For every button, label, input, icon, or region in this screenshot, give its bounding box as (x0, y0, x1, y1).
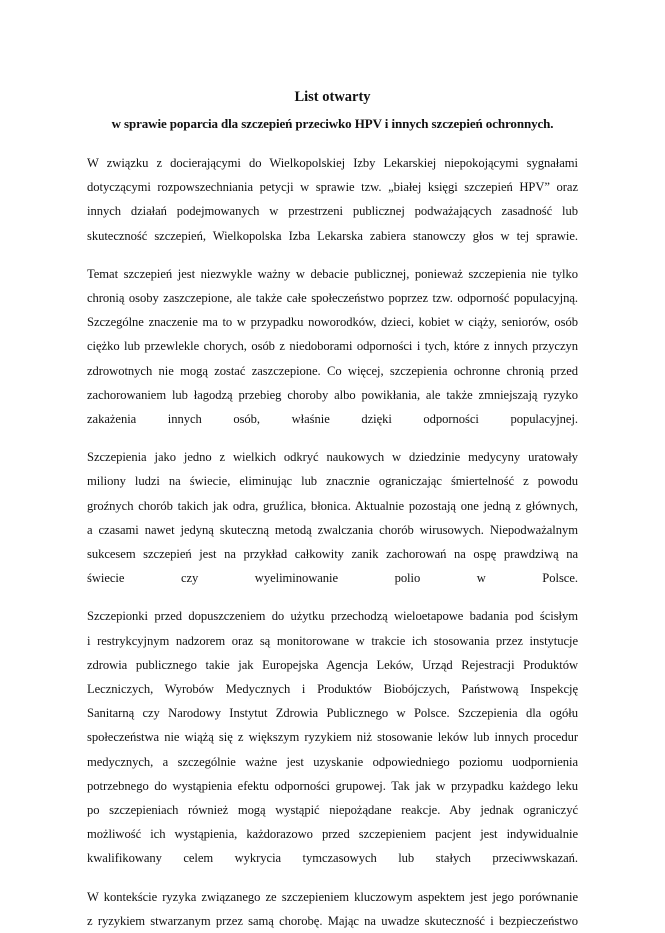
paragraph (87, 151, 578, 248)
text-line: społeczeństwa nie wiążą się z większym ryzykiem niż stosowanie leków lub innych procedur (87, 730, 578, 745)
text-line: potrzebnego do wystąpienia efektu odporności grupowej. Tak jak w przypadku każdego leku (87, 778, 578, 793)
text-line: Leczniczych, Wyrobów Medycznych i Produktów Biobójczych, Państwową Inspekcję (87, 682, 578, 697)
text-line: zdrowotnych nie mogą zostać zaszczepione. Co więcej, szczepienia ochronne chronią przed (87, 363, 578, 378)
text-line: chronią osoby zaszczepione, ale także całe społeczeństwo poprzez tzw. odporność populacyjną. (87, 291, 578, 306)
text-line: po szczepieniach również mogą wystąpić niepożądane reakcje. Aby jednak ograniczyć (87, 803, 578, 818)
text-line: sukcesem szczepień jest na przykład całkowity zanik zachorowań na ospę prawdziwą na (87, 547, 578, 562)
letter-subtitle: w sprawie poparcia dla szczepień przeciwko HPV i innych szczepień ochronnych. (111, 116, 554, 131)
text-line: zakażenia innych osób, właśnie dzięki odporności populacyjnej. (87, 412, 578, 427)
text-line: a czasami nawet jedyną skuteczną metodą zwalczania chorób wirusowych. Niepodważalnym (87, 522, 578, 537)
text-line: kwalifikowany celem wykrycia tymczasowych lub stałych przeciwwskazań. (87, 851, 578, 866)
text-line: ciężko lub przewlekle chorych, osób z niedoborami odporności i tych, które z innych przyczyn (87, 339, 578, 354)
letter-body (87, 151, 578, 933)
text-line: medycznych, a szczególnie ważne jest uzyskanie odpowiedniego poziomu uodpornienia (87, 754, 578, 769)
text-line: Sanitarną czy Narodowy Instytut Zdrowia Publicznego w Polsce. Szczepienia dla ogółu (87, 706, 578, 721)
text-line: zachorowaniem lub łagodzą przebieg choroby albo powikłania, ale także zmniejszają ryzyko (87, 387, 578, 402)
text-line: W związku z docierającymi do Wielkopolskiej Izby Lekarskiej niepokojącymi sygnałami (87, 156, 578, 170)
text-line: dotyczącymi rozpowszechniania petycji w sprawie tzw. „białej księgi szczepień HPV” oraz (87, 180, 578, 195)
text-line: skuteczność szczepień, Wielkopolska Izba Lekarska zabiera stanowczy głos w tej sprawie. (87, 228, 578, 243)
paragraph (87, 262, 578, 431)
paragraph (87, 445, 578, 590)
text-line: Szczególne znaczenie ma to w przypadku noworodków, dzieci, kobiet w ciąży, seniorów, osób (87, 315, 578, 330)
text-line: Temat szczepień jest niezwykle ważny w debacie publicznej, ponieważ szczepienia nie tylko (87, 266, 578, 281)
paragraph (87, 885, 578, 933)
text-line: Szczepienia jako jedno z wielkich odkryć naukowych w dziedzinie medycyny uratowały (87, 450, 578, 465)
text-line: świecie czy wyeliminowanie polio w Polsce. (87, 571, 578, 586)
text-line: W kontekście ryzyka związanego ze szczepieniem kluczowym aspektem jest jego porównanie (87, 889, 578, 904)
text-line: Szczepionki przed dopuszczeniem do użytku przechodzą wieloetapowe badania pod ścisłym (87, 609, 578, 624)
text-line: możliwość ich wystąpienia, każdorazowo przed szczepieniem pacjent jest indywidualnie (87, 827, 578, 842)
text-line: innych działań podejmowanych w przestrzeni publicznej podważających zasadność lub (87, 204, 578, 219)
text-line: i restrykcyjnym nadzorem oraz są monitorowane w trakcie ich stosowania przez instytucje (87, 633, 578, 648)
text-line: groźnych chorób takich jak odra, gruźlica, błonica. Aktualnie pozostają one jedną z głównych, (87, 498, 578, 513)
text-line: miliony ludzi na świecie, eliminując lub znacznie ograniczając śmiertelność z powodu (87, 474, 578, 489)
text-line: z ryzykiem stwarzanym przez samą chorobę. Mając na uwadze skuteczność i bezpieczeństwo (87, 913, 578, 928)
text-line: zdrowia publicznego takie jak Europejska Agencja Leków, Urząd Rejestracji Produktów (87, 657, 578, 672)
letter-title: List otwarty (294, 89, 371, 105)
paragraph (87, 604, 578, 870)
